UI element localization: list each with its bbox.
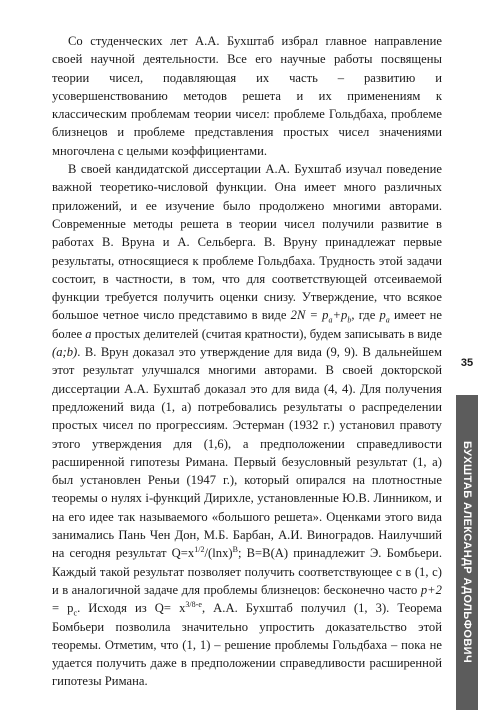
text-run: = p [52, 601, 74, 616]
formula-part: +p [332, 308, 348, 323]
formula-a: a [85, 326, 92, 341]
formula-subscript: b [347, 315, 352, 325]
running-head-sidebar [456, 395, 478, 710]
formula-superscript: B [232, 545, 238, 555]
formula-superscript: 3/8-e [185, 600, 202, 610]
formula-2n [290, 308, 352, 325]
text-run: . В. Врун доказал это утверждение для вида (9, 9). В дальнейшем этот результат улучшался многими авторами. В своей докторской диссертации А.А. Бухштаб доказал это для вида (4, 4). Для получения предложений вида (1, а) потребовались результаты о распределении простых чисел по прогрессиям. Эстерман (1932 г.) установил правоту этого утверждения для (1,6), а предположении справедливости расширенной гипотезы Римана. Первый безусловный результат (1, а) был установлен Реньи (1947 г.), который опирался на плотностные теоремы о нулях i-функций Дирихле, установленные Ю.В. Линником, и на его идее так называемого «большого решета». Оценками этого вида занимались Пань Чен Дон, М.Б. Барбан, А.И. Виноградов. Наилучший на сегодня результат Q=x [52, 345, 442, 561]
formula-pa [379, 308, 390, 325]
page-number: 35 [460, 357, 474, 369]
formula-part: p [379, 308, 386, 323]
formula-part: 2N = p [290, 308, 329, 323]
text-run: В своей кандидатской диссертации А.А. Бухштаб изучал поведение важной теоретико-числовой функции. Она имеет много различных приложений, и ее изучение было продолжено многими авторами. Современные методы решета в теории чисел получили развитие в работах В. Вруна и А. Сельберга. В. Вруну принадлежат первые результаты, относящиеся к проблеме Гольдбаха. Трудность этой задачи состоит, в частности, в том, что для соответствующей отсеиваемой функции требуется получить оценки снизу. Утверждение, что всякое большое четное число представимо в виде [52, 162, 442, 323]
text-run: . Исходя из Q= x [77, 601, 186, 616]
text-run: , А.А. Бухштаб получил (1, 3). Теорема Бомбьери позволила значительно упростить доказательство этой теоремы. Отметим, что (1, 1) – решение проблемы Гольдбаха – пока не удается получить даже в предположении справедливости расширенной гипотезы Римана. [52, 601, 442, 689]
formula-p-plus-2: p+2 [420, 582, 442, 597]
text-run: , где [351, 308, 380, 323]
body-text [52, 32, 442, 691]
formula-subscript: a [385, 315, 390, 325]
text-run: простых делителей (считая кратности), будем записывать в виде [91, 326, 442, 341]
paragraph-1: Со студенческих лет А.А. Бухштаб избрал главное направление своей научной деятельности. Все его научные работы посвящены теории чисел, подавляющая их часть – развитию и усовершенствованию методов решета и их применениям к классическим проблемам теории чисел: проблеме Гольдбаха, проблеме близнецов и проблеме представления простых чисел значениями многочлена с целыми коэффициентами. [52, 34, 442, 158]
formula-ab: (a;b) [52, 345, 78, 360]
paragraph-2 [52, 160, 442, 691]
running-head-text: БУХШТАБ АЛЕКСАНДР АДОЛЬФОВИЧ [461, 441, 473, 664]
text-run: имеет не более [52, 308, 442, 341]
formula-subscript: c [73, 608, 78, 618]
formula-superscript: 1/2 [194, 545, 205, 555]
running-head [456, 395, 478, 710]
text-run: /(lnx) [204, 546, 233, 561]
text-run: ; B=B(A) принадлежит Э. Бомбьери. Каждый такой результат позволяет получить соответствующее с в (1, с) и в аналогичной задаче для проблемы близнецов: бесконечно часто [52, 546, 442, 597]
formula-subscript: a [328, 315, 333, 325]
